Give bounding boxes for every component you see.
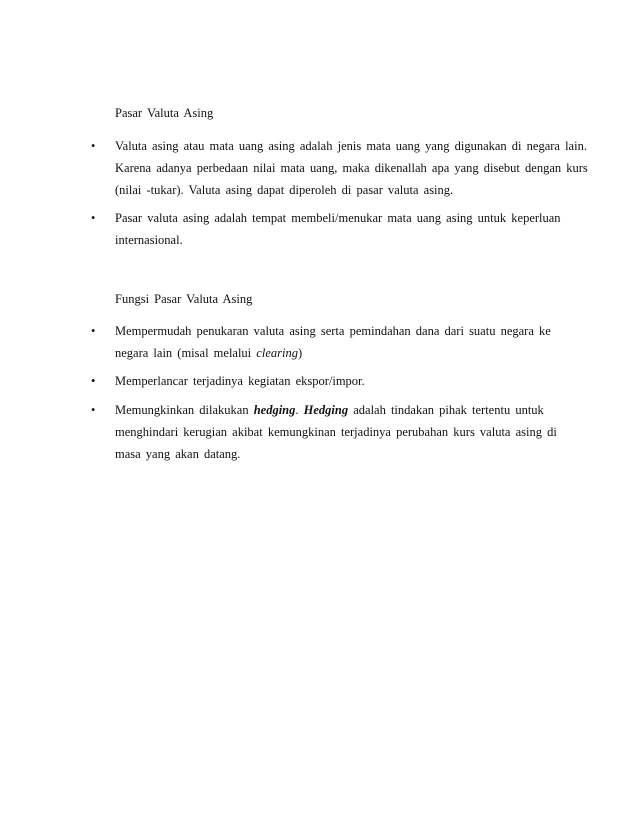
paragraph-line: (nilai -tukar). Valuta asing dapat diperoleh di pasar valuta asing.	[115, 183, 454, 197]
paragraph-line: Mempermudah penukaran valuta asing serta pemindahan dana dari suatu negara ke	[115, 324, 551, 338]
text-span: negara lain (misal melalui	[115, 346, 257, 360]
bullet-point: •	[91, 324, 96, 338]
term-hedging: hedging	[253, 403, 296, 417]
paragraph-line: Pasar valuta asing adalah tempat membeli/menukar mata uang asing untuk keperluan	[115, 211, 561, 225]
text-span: adalah tindakan pihak tertentu untuk	[348, 403, 544, 417]
section-title-fungsi-pasar-valuta-asing: Fungsi Pasar Valuta Asing	[115, 292, 253, 306]
bullet-point: •	[91, 211, 96, 225]
section-title-pasar-valuta-asing: Pasar Valuta Asing	[115, 106, 214, 120]
paragraph-line: menghindari kerugian akibat kemungkinan terjadinya perubahan kurs valuta asing di	[115, 425, 557, 439]
term-clearing: clearing	[256, 346, 298, 360]
paragraph-line: masa yang akan datang.	[115, 447, 241, 461]
text-span: Memungkinkan dilakukan	[115, 403, 254, 417]
paragraph-line: Memperlancar terjadinya kegiatan ekspor/impor.	[115, 374, 365, 388]
term-hedging: Hedging	[303, 403, 349, 417]
text-span: )	[297, 346, 303, 360]
paragraph-line: Valuta asing atau mata uang asing adalah jenis mata uang yang digunakan di negara lain.	[115, 139, 587, 153]
paragraph-line: Karena adanya perbedaan nilai mata uang, maka dikenallah apa yang disebut dengan kurs	[115, 161, 588, 175]
text-span: .	[295, 403, 304, 417]
paragraph-line: internasional.	[115, 233, 183, 247]
bullet-point: •	[91, 374, 96, 388]
bullet-point: •	[91, 403, 96, 417]
paragraph-line	[115, 402, 544, 418]
bullet-point: •	[91, 139, 96, 153]
paragraph-line	[115, 345, 302, 361]
